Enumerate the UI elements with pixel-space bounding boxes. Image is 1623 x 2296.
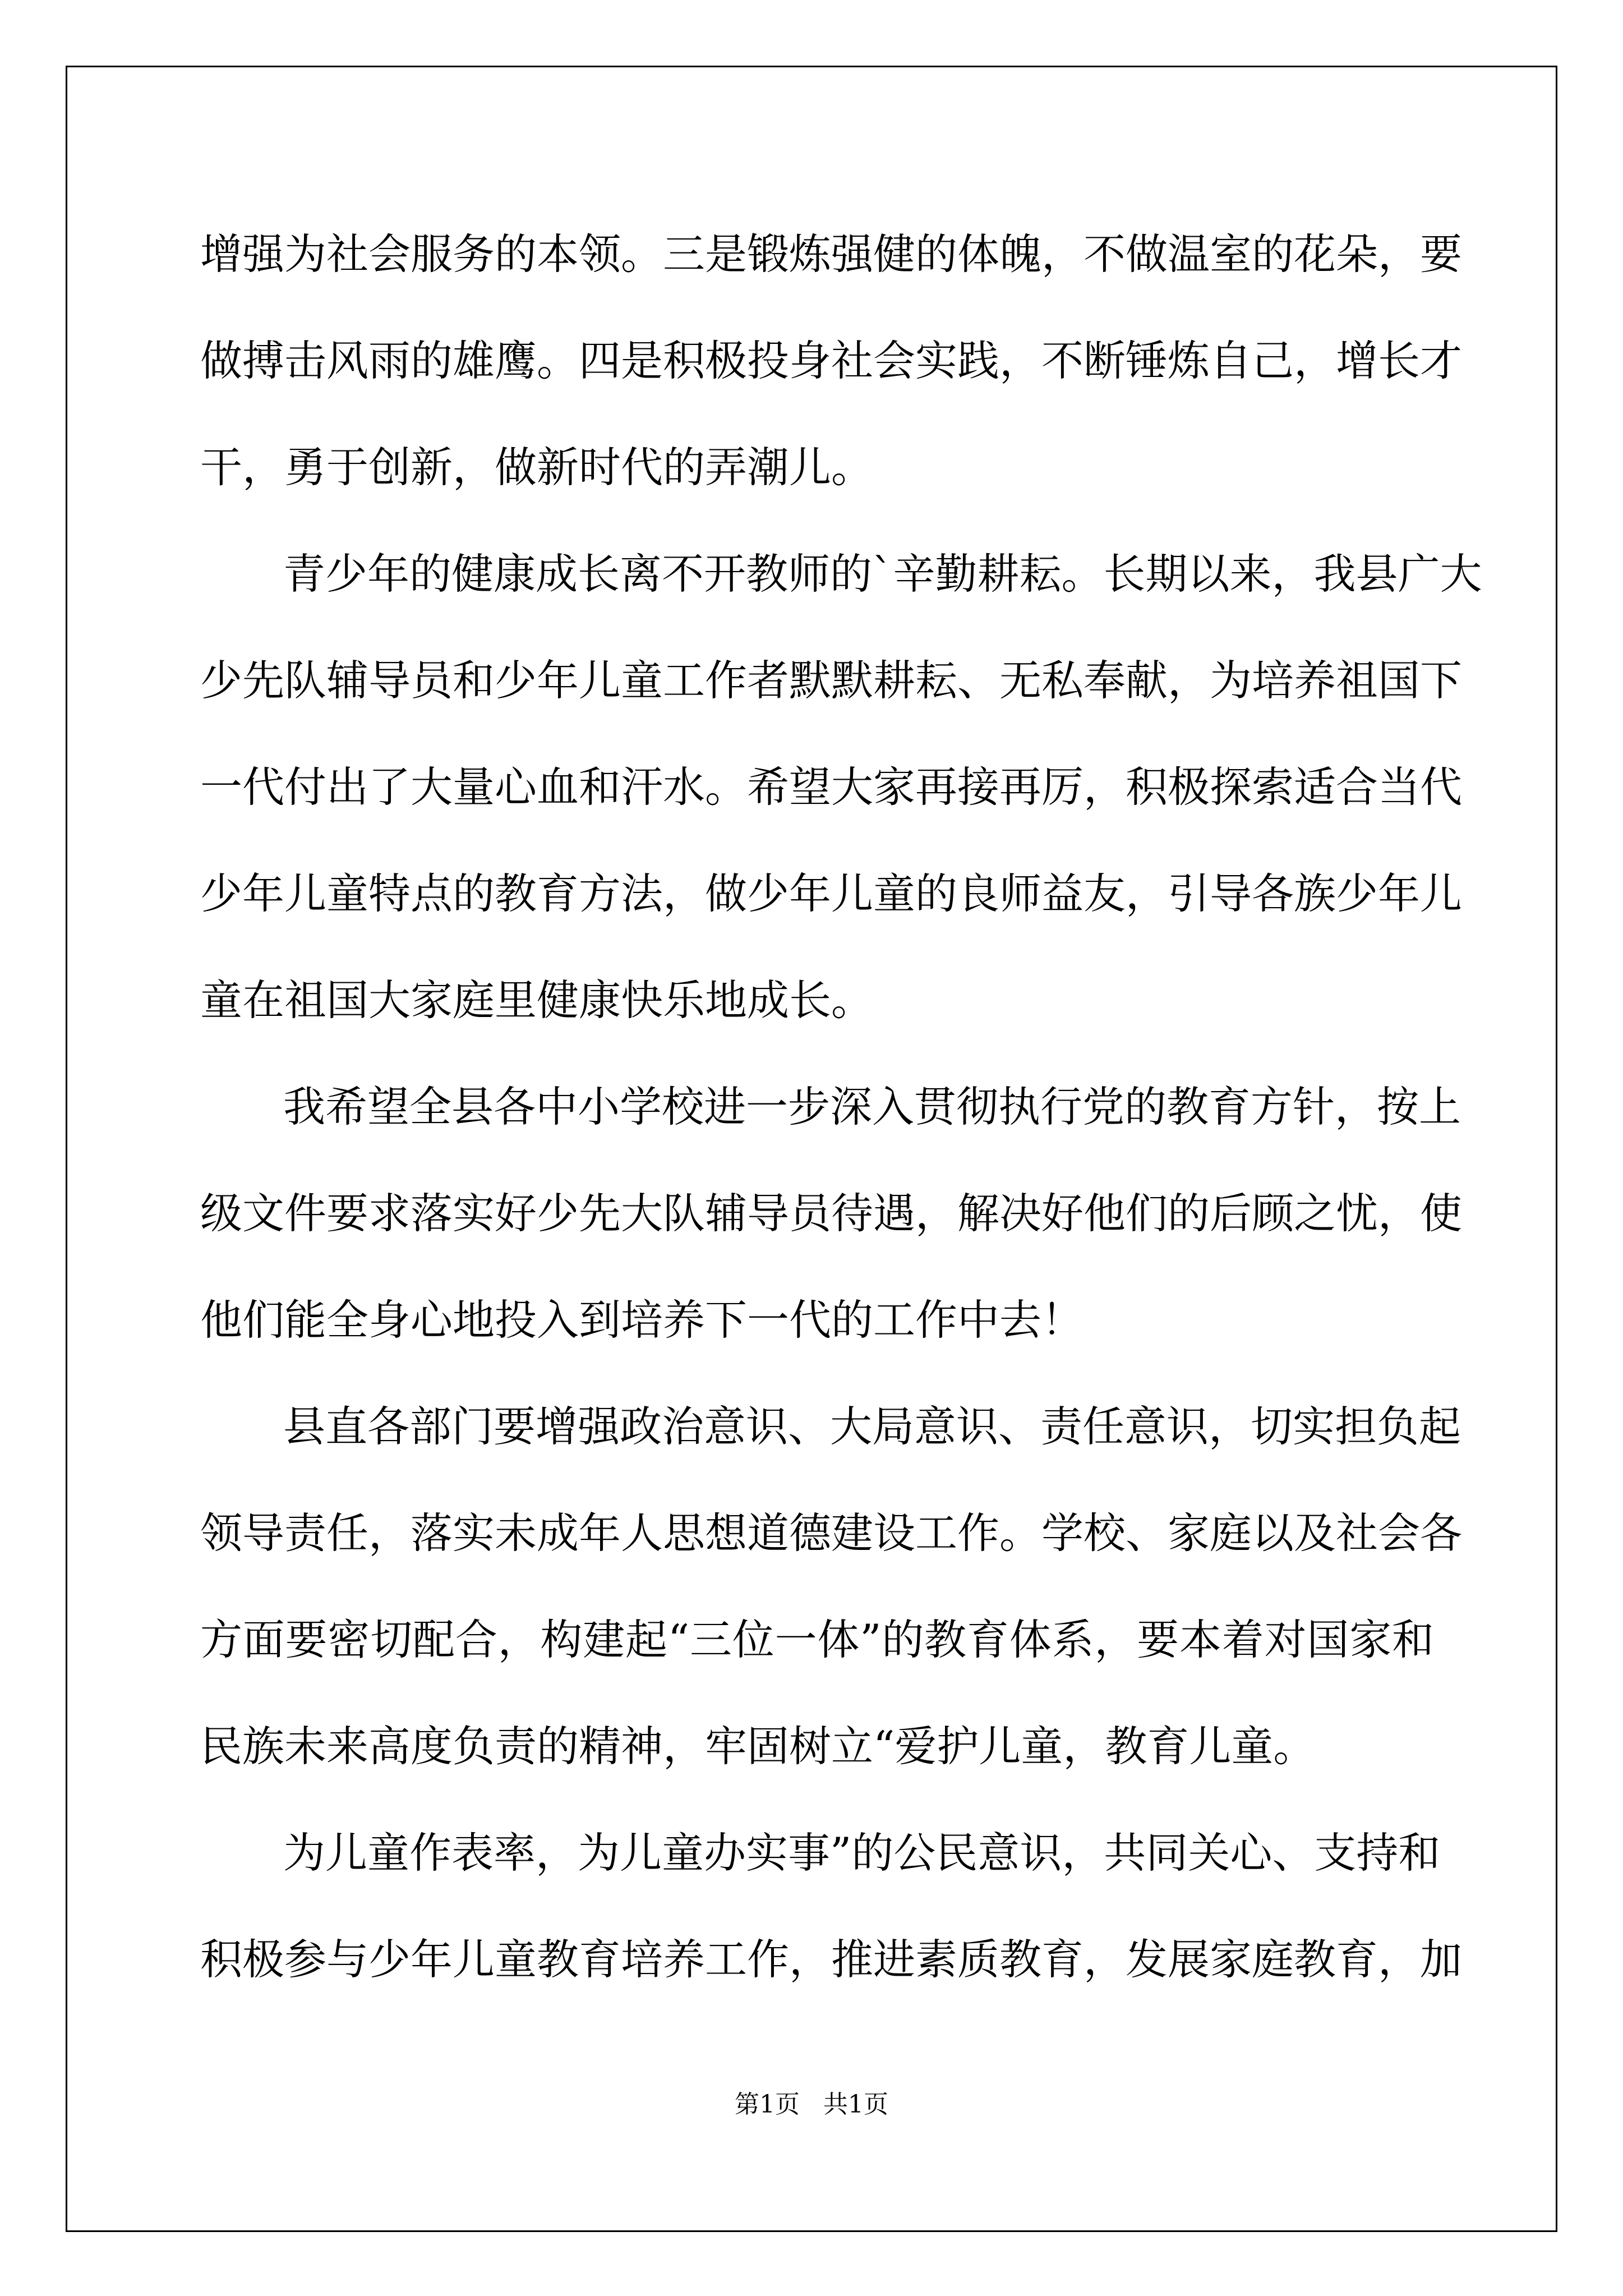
paragraph-2 <box>200 521 1482 1053</box>
text-line: 方面要密切配合，构建起“三位一体”的教育体系，要本着对国家和 <box>200 1615 1434 1664</box>
text-line: 我希望全县各中小学校进一步深入贯彻执行党的教育方针，按上 <box>283 1082 1461 1131</box>
text-line: 为儿童作表率，为儿童办实事”的公民意识，共同关心、支持和 <box>283 1828 1441 1878</box>
text-line: 青少年的健康成长离不开教师的`辛勤耕耘。长期以来，我县广大 <box>283 549 1482 599</box>
text-line: 干，勇于创新，做新时代的弄潮儿。 <box>200 443 874 492</box>
paragraph-4 <box>200 1373 1463 1800</box>
text-line: 民族未来高度负责的精神，牢固树立“爱护儿童，教育儿童。 <box>200 1722 1316 1771</box>
document-body <box>200 201 1482 2013</box>
text-line: 童在祖国大家庭里健康快乐地成长。 <box>200 976 874 1025</box>
text-line: 做搏击风雨的雄鹰。四是积极投身社会实践，不断锤炼自己，增长才 <box>200 336 1463 385</box>
text-line: 一代付出了大量心血和汗水。希望大家再接再厉，积极探索适合当代 <box>200 762 1463 812</box>
paragraph-3 <box>200 1053 1463 1373</box>
text-line: 增强为社会服务的本领。三是锻炼强健的体魄，不做温室的花朵，要 <box>200 229 1463 279</box>
text-line: 少年儿童特点的教育方法，做少年儿童的良师益友，引导各族少年儿 <box>200 869 1463 918</box>
paragraph-5 <box>200 1800 1463 2013</box>
paragraph-1 <box>200 201 1463 521</box>
page-footer: 第1页 共1页 <box>735 2090 888 2119</box>
text-line: 级文件要求落实好少先大队辅导员待遇，解决好他们的后顾之忧，使 <box>200 1189 1463 1238</box>
text-line: 县直各部门要增强政治意识、大局意识、责任意识，切实担负起 <box>283 1402 1461 1451</box>
text-line: 积极参与少年儿童教育培养工作，推进素质教育，发展家庭教育，加 <box>200 1935 1463 1984</box>
text-line: 领导责任，落实未成年人思想道德建设工作。学校、家庭以及社会各 <box>200 1508 1463 1558</box>
text-line: 少先队辅导员和少年儿童工作者默默耕耘、无私奉献，为培养祖国下 <box>200 656 1463 705</box>
text-line: 他们能全身心地投入到培养下一代的工作中去！ <box>200 1295 1084 1345</box>
